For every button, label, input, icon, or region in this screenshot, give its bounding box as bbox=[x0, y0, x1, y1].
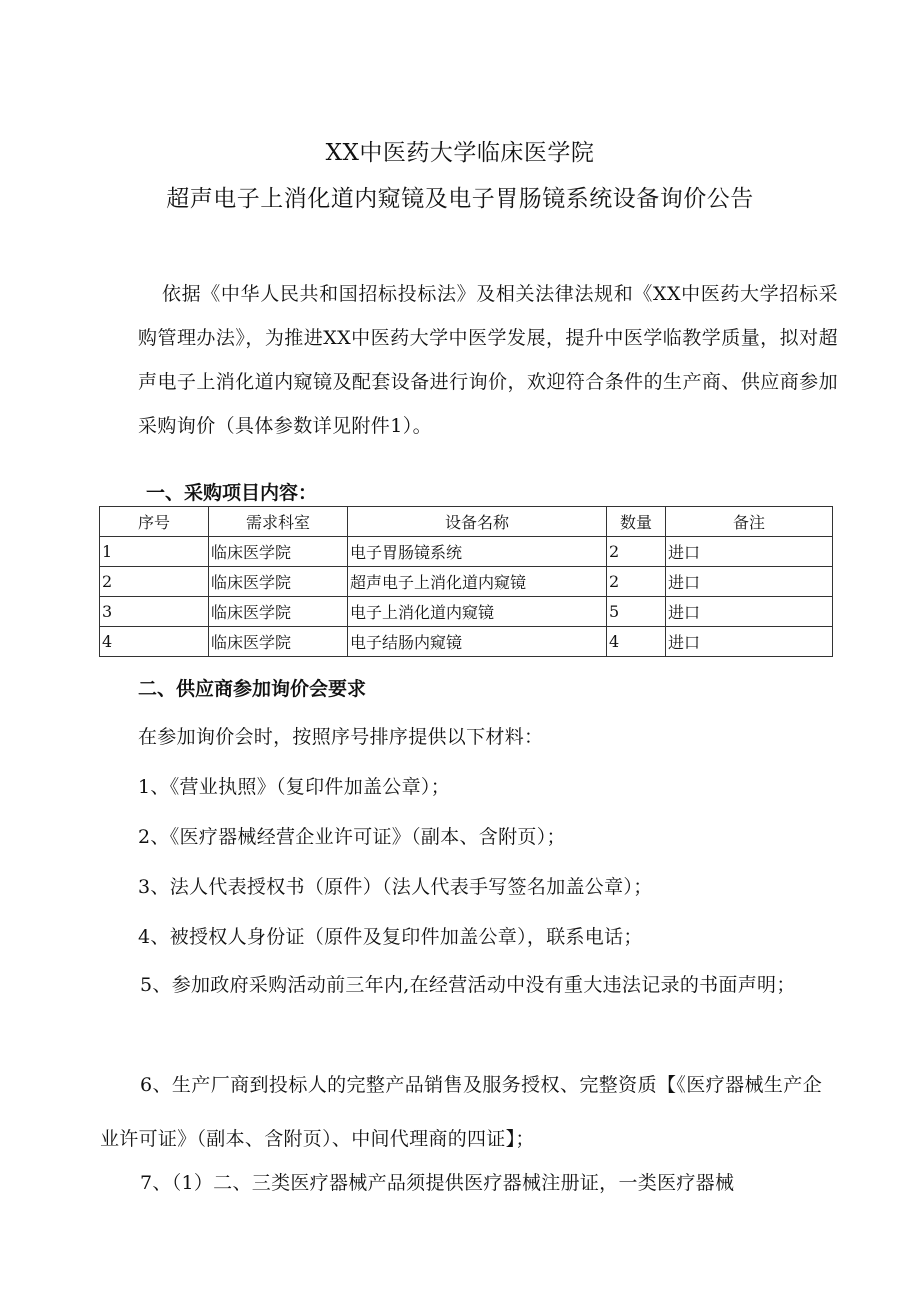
cell-index: 2 bbox=[100, 567, 209, 597]
column-header: 设备名称 bbox=[348, 507, 607, 537]
cell-remark: 进口 bbox=[666, 537, 833, 567]
procurement-table bbox=[99, 506, 833, 657]
document-title: XX中医药大学临床医学院 bbox=[325, 140, 595, 166]
cell-remark: 进口 bbox=[666, 597, 833, 627]
requirement-item: 6、生产厂商到投标人的完整产品销售及服务授权、完整资质【《医疗器械生产企业许可证》（副本、含附页）、中间代理商的四证】； bbox=[100, 1074, 822, 1150]
cell-quantity: 2 bbox=[607, 567, 666, 597]
table-row bbox=[100, 627, 833, 657]
cell-remark: 进口 bbox=[666, 567, 833, 597]
requirement-item: 5、参加政府采购活动前三年内,在经营活动中没有重大违法记录的书面声明； bbox=[140, 974, 796, 996]
document-subtitle: 超声电子上消化道内窥镜及电子胃肠镜系统设备询价公告 bbox=[166, 186, 754, 212]
requirement-item: 2、《医疗器械经营企业许可证》（副本、含附页）； bbox=[138, 826, 566, 848]
section-heading-requirements: 二、供应商参加询价会要求 bbox=[138, 678, 367, 700]
requirement-item: 4、被授权人身份证（原件及复印件加盖公章），联系电话； bbox=[138, 926, 643, 948]
column-header: 数量 bbox=[607, 507, 666, 537]
intro-paragraph: 依据《中华人民共和国招标投标法》及相关法律法规和《XX中医药大学招标采购管理办法》，为推进XX中医药大学中医学发展，提升中医学临教学质量，拟对超声电子上消化道内窥镜及配套设备进行询价，欢迎符合条件的生产商、供应商参加采购询价（具体参数详见附件1）。 bbox=[138, 283, 838, 437]
column-header: 序号 bbox=[100, 507, 209, 537]
section-heading-procurement: 一、采购项目内容： bbox=[146, 482, 318, 504]
table-row bbox=[100, 537, 833, 567]
cell-quantity: 4 bbox=[607, 627, 666, 657]
cell-department: 临床医学院 bbox=[209, 597, 348, 627]
cell-index: 3 bbox=[100, 597, 209, 627]
cell-department: 临床医学院 bbox=[209, 567, 348, 597]
requirement-item: 7、（1）二、三类医疗器械产品须提供医疗器械注册证，一类医疗器械 bbox=[140, 1172, 735, 1194]
requirements-lead: 在参加询价会时，按照序号排序提供以下材料： bbox=[138, 726, 544, 748]
cell-quantity: 5 bbox=[607, 597, 666, 627]
requirement-item: 1、《营业执照》（复印件加盖公章）； bbox=[138, 776, 450, 798]
cell-remark: 进口 bbox=[666, 627, 833, 657]
column-header: 需求科室 bbox=[209, 507, 348, 537]
requirement-item: 3、法人代表授权书（原件）（法人代表手写签名加盖公章）； bbox=[138, 876, 653, 898]
column-header: 备注 bbox=[666, 507, 833, 537]
cell-department: 临床医学院 bbox=[209, 537, 348, 567]
cell-equipment: 电子上消化道内窥镜 bbox=[348, 597, 607, 627]
cell-equipment: 电子结肠内窥镜 bbox=[348, 627, 607, 657]
cell-equipment: 电子胃肠镜系统 bbox=[348, 537, 607, 567]
table-row bbox=[100, 567, 833, 597]
cell-equipment: 超声电子上消化道内窥镜 bbox=[348, 567, 607, 597]
cell-index: 4 bbox=[100, 627, 209, 657]
cell-quantity: 2 bbox=[607, 537, 666, 567]
cell-department: 临床医学院 bbox=[209, 627, 348, 657]
table-row bbox=[100, 597, 833, 627]
table-header-row bbox=[100, 507, 833, 537]
cell-index: 1 bbox=[100, 537, 209, 567]
